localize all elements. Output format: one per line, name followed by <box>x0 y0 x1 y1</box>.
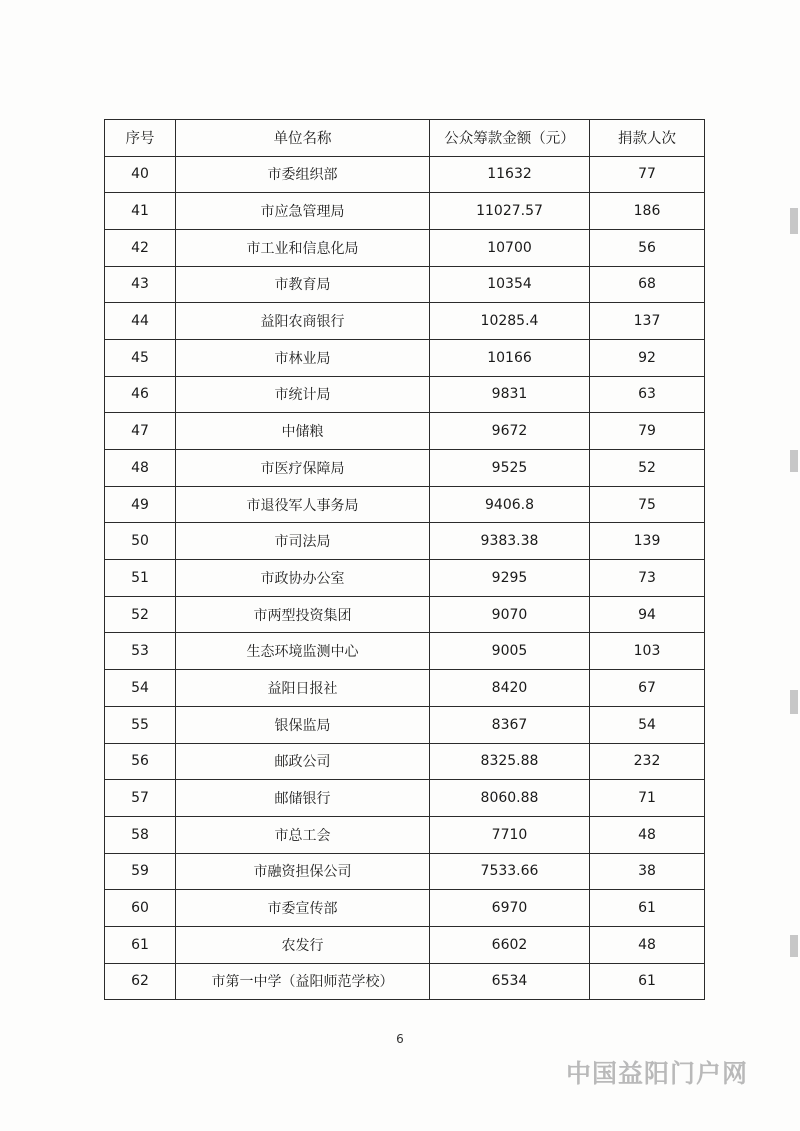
scan-edge-mark <box>790 935 798 957</box>
amount-cell: 9295 <box>430 560 590 597</box>
donor-count-cell: 232 <box>590 743 705 780</box>
serial-number-cell: 60 <box>105 890 176 927</box>
table-row <box>105 229 705 266</box>
serial-number-cell: 56 <box>105 743 176 780</box>
donor-count-cell: 137 <box>590 303 705 340</box>
donation-table <box>104 119 705 1000</box>
table-row <box>105 413 705 450</box>
table-row <box>105 560 705 597</box>
serial-number-cell: 57 <box>105 780 176 817</box>
unit-name-cell: 市司法局 <box>176 523 430 560</box>
donor-count-cell: 54 <box>590 706 705 743</box>
serial-number-cell: 48 <box>105 450 176 487</box>
amount-cell: 8367 <box>430 706 590 743</box>
serial-number-cell: 42 <box>105 229 176 266</box>
unit-name-cell: 农发行 <box>176 926 430 963</box>
donor-count-cell: 186 <box>590 193 705 230</box>
serial-number-cell: 40 <box>105 156 176 193</box>
amount-cell: 6602 <box>430 926 590 963</box>
donor-count-cell: 73 <box>590 560 705 597</box>
serial-number-cell: 49 <box>105 486 176 523</box>
unit-name-cell: 市两型投资集团 <box>176 596 430 633</box>
unit-name-cell: 市政协办公室 <box>176 560 430 597</box>
serial-number-cell: 43 <box>105 266 176 303</box>
serial-number-cell: 59 <box>105 853 176 890</box>
table-row <box>105 523 705 560</box>
table-row <box>105 706 705 743</box>
donor-count-cell: 63 <box>590 376 705 413</box>
unit-name-cell: 市应急管理局 <box>176 193 430 230</box>
donor-count-cell: 75 <box>590 486 705 523</box>
unit-name-cell: 市第一中学（益阳师范学校） <box>176 963 430 1000</box>
table-row <box>105 633 705 670</box>
serial-number-cell: 62 <box>105 963 176 1000</box>
donor-count-cell: 38 <box>590 853 705 890</box>
table-row <box>105 853 705 890</box>
unit-name-cell: 中储粮 <box>176 413 430 450</box>
donor-count-cell: 48 <box>590 926 705 963</box>
header-amount: 公众筹款金额（元） <box>430 120 590 157</box>
unit-name-cell: 益阳日报社 <box>176 670 430 707</box>
scan-edge-mark <box>790 450 798 472</box>
table-row <box>105 450 705 487</box>
donor-count-cell: 61 <box>590 963 705 1000</box>
table-row <box>105 376 705 413</box>
serial-number-cell: 45 <box>105 339 176 376</box>
amount-cell: 9070 <box>430 596 590 633</box>
unit-name-cell: 市退役军人事务局 <box>176 486 430 523</box>
donor-count-cell: 68 <box>590 266 705 303</box>
table-row <box>105 156 705 193</box>
serial-number-cell: 46 <box>105 376 176 413</box>
amount-cell: 9831 <box>430 376 590 413</box>
unit-name-cell: 市委宣传部 <box>176 890 430 927</box>
unit-name-cell: 银保监局 <box>176 706 430 743</box>
unit-name-cell: 市统计局 <box>176 376 430 413</box>
unit-name-cell: 市林业局 <box>176 339 430 376</box>
header-donor-count: 捐款人次 <box>590 120 705 157</box>
amount-cell: 9672 <box>430 413 590 450</box>
header-serial-number: 序号 <box>105 120 176 157</box>
amount-cell: 10354 <box>430 266 590 303</box>
amount-cell: 9525 <box>430 450 590 487</box>
table-row <box>105 670 705 707</box>
table-row <box>105 743 705 780</box>
serial-number-cell: 44 <box>105 303 176 340</box>
amount-cell: 11027.57 <box>430 193 590 230</box>
donor-count-cell: 94 <box>590 596 705 633</box>
donor-count-cell: 67 <box>590 670 705 707</box>
serial-number-cell: 54 <box>105 670 176 707</box>
table-row <box>105 193 705 230</box>
unit-name-cell: 邮政公司 <box>176 743 430 780</box>
amount-cell: 8060.88 <box>430 780 590 817</box>
unit-name-cell: 市融资担保公司 <box>176 853 430 890</box>
serial-number-cell: 41 <box>105 193 176 230</box>
amount-cell: 9406.8 <box>430 486 590 523</box>
donor-count-cell: 77 <box>590 156 705 193</box>
amount-cell: 11632 <box>430 156 590 193</box>
serial-number-cell: 55 <box>105 706 176 743</box>
donor-count-cell: 56 <box>590 229 705 266</box>
amount-cell: 9383.38 <box>430 523 590 560</box>
unit-name-cell: 市工业和信息化局 <box>176 229 430 266</box>
donor-count-cell: 79 <box>590 413 705 450</box>
amount-cell: 10285.4 <box>430 303 590 340</box>
serial-number-cell: 53 <box>105 633 176 670</box>
table-row <box>105 926 705 963</box>
serial-number-cell: 47 <box>105 413 176 450</box>
page-number: 6 <box>396 1032 404 1046</box>
table-row <box>105 339 705 376</box>
table-row <box>105 303 705 340</box>
donor-count-cell: 61 <box>590 890 705 927</box>
donor-count-cell: 92 <box>590 339 705 376</box>
unit-name-cell: 市委组织部 <box>176 156 430 193</box>
header-unit-name: 单位名称 <box>176 120 430 157</box>
donor-count-cell: 48 <box>590 816 705 853</box>
serial-number-cell: 50 <box>105 523 176 560</box>
amount-cell: 10700 <box>430 229 590 266</box>
unit-name-cell: 邮储银行 <box>176 780 430 817</box>
serial-number-cell: 58 <box>105 816 176 853</box>
unit-name-cell: 益阳农商银行 <box>176 303 430 340</box>
table-row <box>105 963 705 1000</box>
table-row <box>105 266 705 303</box>
serial-number-cell: 61 <box>105 926 176 963</box>
serial-number-cell: 52 <box>105 596 176 633</box>
table-row <box>105 890 705 927</box>
unit-name-cell: 生态环境监测中心 <box>176 633 430 670</box>
scan-edge-mark <box>790 690 798 714</box>
amount-cell: 6534 <box>430 963 590 1000</box>
amount-cell: 6970 <box>430 890 590 927</box>
donor-count-cell: 71 <box>590 780 705 817</box>
table-row <box>105 486 705 523</box>
amount-cell: 8325.88 <box>430 743 590 780</box>
amount-cell: 9005 <box>430 633 590 670</box>
serial-number-cell: 51 <box>105 560 176 597</box>
table-row <box>105 596 705 633</box>
unit-name-cell: 市总工会 <box>176 816 430 853</box>
donor-count-cell: 103 <box>590 633 705 670</box>
unit-name-cell: 市教育局 <box>176 266 430 303</box>
table-header-row <box>105 120 705 157</box>
donor-count-cell: 52 <box>590 450 705 487</box>
amount-cell: 7533.66 <box>430 853 590 890</box>
amount-cell: 10166 <box>430 339 590 376</box>
unit-name-cell: 市医疗保障局 <box>176 450 430 487</box>
scan-edge-mark <box>790 208 798 234</box>
amount-cell: 7710 <box>430 816 590 853</box>
amount-cell: 8420 <box>430 670 590 707</box>
table-row <box>105 816 705 853</box>
donor-count-cell: 139 <box>590 523 705 560</box>
table-row <box>105 780 705 817</box>
site-watermark: 中国益阳门户网 <box>566 1059 749 1088</box>
